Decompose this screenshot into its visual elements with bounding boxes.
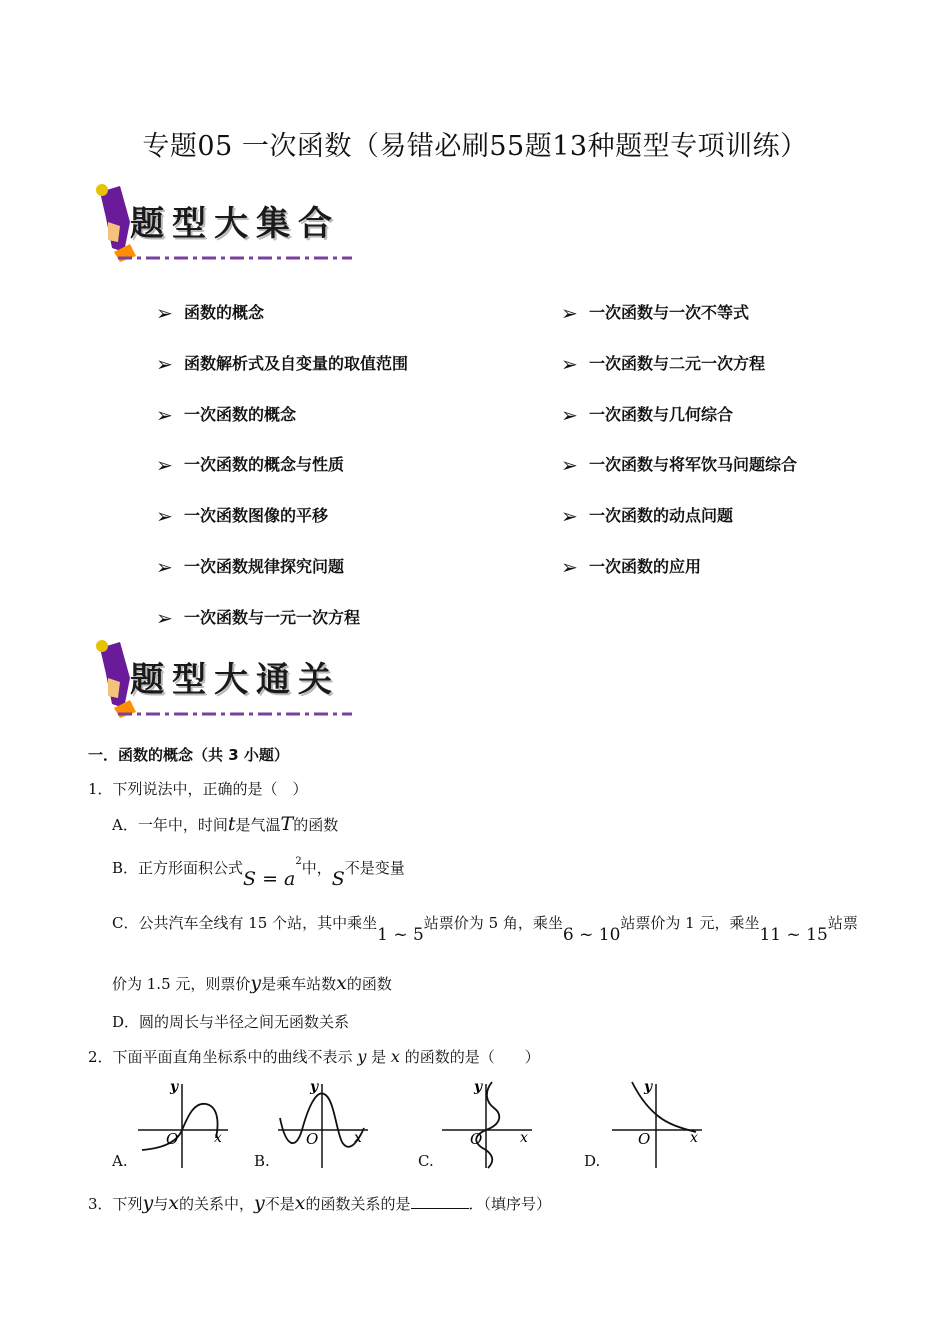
banner-topic-collection [90, 182, 352, 266]
arrow-icon: ➢ [156, 453, 173, 477]
topic-left-2[interactable]: ➢ 函数解析式及自变量的取值范围 [156, 352, 409, 376]
graph-d-label: D. [584, 1152, 601, 1170]
arrow-icon: ➢ [156, 352, 173, 376]
graph-a[interactable] [136, 1078, 236, 1170]
arrow-icon: ➢ [561, 301, 578, 325]
arrow-icon: ➢ [561, 504, 578, 528]
banner-title: 题型大通关 [130, 660, 340, 700]
q1-option-b[interactable]: B．正方形面积公式$S = a^2$中，S不是变量 [112, 856, 405, 890]
svg-text:O: O [638, 1130, 651, 1148]
svg-text:O: O [306, 1130, 319, 1148]
svg-text:x: x [214, 1130, 222, 1146]
arrow-icon: ➢ [156, 504, 173, 528]
topic-right-6[interactable]: ➢ 一次函数的应用 [561, 555, 702, 579]
graph-c[interactable] [440, 1078, 540, 1170]
graph-b-label: B. [254, 1152, 270, 1170]
q2-stem: 2．下面平面直角坐标系中的曲线不表示 y 是 x 的函数的是（ ） [88, 1047, 540, 1066]
topic-right-5[interactable]: ➢ 一次函数的动点问题 [561, 504, 734, 528]
svg-text:x: x [520, 1130, 528, 1146]
arrow-icon: ➢ [561, 453, 578, 477]
svg-text:x: x [690, 1130, 698, 1146]
svg-text:O: O [470, 1130, 483, 1148]
q3-stem: 3．下列y与x的关系中，y不是x的函数关系的是 ．（填序号） [88, 1192, 552, 1214]
topic-right-2[interactable]: ➢ 一次函数与二元一次方程 [561, 352, 766, 376]
svg-text:y: y [474, 1079, 483, 1095]
arrow-icon: ➢ [561, 555, 578, 579]
svg-text:x: x [354, 1130, 362, 1146]
svg-text:y: y [170, 1079, 179, 1095]
graph-c-label: C. [418, 1152, 434, 1170]
q1-option-c-cont: 价为 1.5 元，则票价y是乘车站数x的函数 [112, 972, 392, 994]
topic-left-3[interactable]: ➢ 一次函数的概念 [156, 403, 297, 427]
page-title: 专题05 一次函数（易错必刷55题13种题型专项训练） [142, 131, 808, 162]
q1-option-d[interactable]: D．圆的周长与半径之间无函数关系 [112, 1013, 350, 1031]
topic-right-1[interactable]: ➢ 一次函数与一次不等式 [561, 301, 750, 325]
topic-left-4[interactable]: ➢ 一次函数的概念与性质 [156, 453, 345, 477]
topic-left-5[interactable]: ➢ 一次函数图像的平移 [156, 504, 329, 528]
topic-left-6[interactable]: ➢ 一次函数规律探究问题 [156, 555, 345, 579]
arrow-icon: ➢ [156, 301, 173, 325]
q1-stem: 1．下列说法中，正确的是（ ） [88, 780, 308, 798]
arrow-icon: ➢ [156, 606, 173, 630]
banner-practice [90, 638, 352, 722]
topic-left-7[interactable]: ➢ 一次函数与一元一次方程 [156, 606, 361, 630]
graph-d[interactable] [610, 1078, 710, 1170]
topic-right-4[interactable]: ➢ 一次函数与将军饮马问题综合 [561, 453, 798, 477]
svg-text:y: y [644, 1079, 653, 1095]
graph-b[interactable] [276, 1078, 376, 1170]
svg-text:y: y [310, 1079, 319, 1095]
arrow-icon: ➢ [561, 403, 578, 427]
arrow-icon: ➢ [561, 352, 578, 376]
graph-a-label: A. [112, 1152, 128, 1170]
banner-title: 题型大集合 [130, 204, 340, 244]
svg-text:O: O [166, 1130, 179, 1148]
arrow-icon: ➢ [156, 555, 173, 579]
topic-left-1[interactable]: ➢ 函数的概念 [156, 301, 265, 325]
topic-right-3[interactable]: ➢ 一次函数与几何综合 [561, 403, 734, 427]
q1-option-c[interactable]: C．公共汽车全线有 15 个站，其中乘坐1 ~ 5站票价为 5 角，乘坐6 ~ 10站票价为 1 元，乘坐11 ~ 15站票 [112, 914, 858, 945]
q1-option-a[interactable]: A．一年中，时间t是气温T的函数 [112, 813, 339, 835]
section-heading: 一．函数的概念（共 3 小题） [88, 746, 289, 764]
arrow-icon: ➢ [156, 403, 173, 427]
answer-blank[interactable] [411, 1194, 469, 1209]
